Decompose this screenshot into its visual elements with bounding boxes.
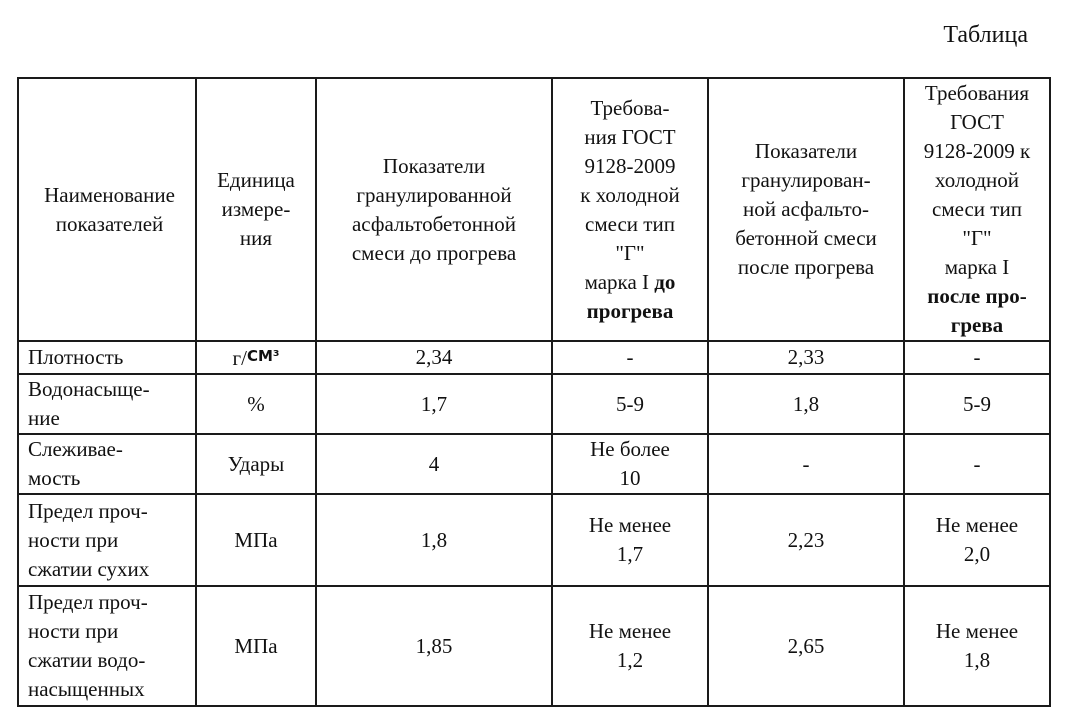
row-unit: МПа xyxy=(196,586,316,706)
table-row xyxy=(18,374,1050,434)
properties-table xyxy=(17,77,1051,707)
header-unit: Единица измере- ния xyxy=(196,78,316,341)
row-gost-after: - xyxy=(904,434,1050,494)
header-gost-before-bold-inline: до xyxy=(649,269,676,294)
row-name: Предел проч- ности при сжатии сухих xyxy=(18,494,196,586)
row-before: 4 xyxy=(316,434,552,494)
table-row xyxy=(18,494,1050,586)
header-gost-before-text: Требова- ния ГОСТ 9128-2009 к холодной смеси тип "Г" марка I xyxy=(580,95,680,294)
table-header-row xyxy=(18,78,1050,341)
header-gost-before-bold: прогрева xyxy=(586,298,674,323)
row-name: Слеживае- мость xyxy=(18,434,196,494)
table-row xyxy=(18,434,1050,494)
row-before: 2,34 xyxy=(316,341,552,374)
row-before: 1,7 xyxy=(316,374,552,434)
row-gost-before: Не менее 1,7 xyxy=(552,494,708,586)
row-unit xyxy=(196,341,316,374)
row-unit: Удары xyxy=(196,434,316,494)
header-name: Наименование показателей xyxy=(18,78,196,341)
header-gost-after-text: Требования ГОСТ 9128-2009 к холодной смеси тип "Г" марка I xyxy=(923,81,1031,279)
header-gost-after xyxy=(904,78,1050,341)
header-after: Показатели гранулирован- ной асфальто- бетонной смеси после прогрева xyxy=(708,78,904,341)
header-gost-after-bold: после про- грева xyxy=(927,284,1027,337)
row-after: 1,8 xyxy=(708,374,904,434)
row-after: 2,65 xyxy=(708,586,904,706)
row-gost-after: 5-9 xyxy=(904,374,1050,434)
header-before: Показатели гранулированной асфальтобетонной смеси до прогрева xyxy=(316,78,552,341)
row-gost-before: - xyxy=(552,341,708,374)
row-before: 1,85 xyxy=(316,586,552,706)
row-after: - xyxy=(708,434,904,494)
row-name: Плотность xyxy=(18,341,196,374)
row-after: 2,33 xyxy=(708,341,904,374)
row-gost-after: Не менее 2,0 xyxy=(904,494,1050,586)
row-gost-before: Не более 10 xyxy=(552,434,708,494)
row-before: 1,8 xyxy=(316,494,552,586)
row-gost-before: Не менее 1,2 xyxy=(552,586,708,706)
table-row xyxy=(18,586,1050,706)
table-caption: Таблица xyxy=(943,22,1028,48)
row-unit: % xyxy=(196,374,316,434)
row-after: 2,23 xyxy=(708,494,904,586)
table-row xyxy=(18,341,1050,374)
row-name: Предел проч- ности при сжатии водо- насыщенных xyxy=(18,586,196,706)
header-gost-before xyxy=(552,78,708,341)
row-name: Водонасыще- ние xyxy=(18,374,196,434)
row-gost-before: 5-9 xyxy=(552,374,708,434)
unit-text: г/ xyxy=(232,346,247,370)
row-gost-after: Не менее 1,8 xyxy=(904,586,1050,706)
row-gost-after: - xyxy=(904,341,1050,374)
row-unit: МПа xyxy=(196,494,316,586)
unit-superscript: СМ³ xyxy=(246,347,280,365)
